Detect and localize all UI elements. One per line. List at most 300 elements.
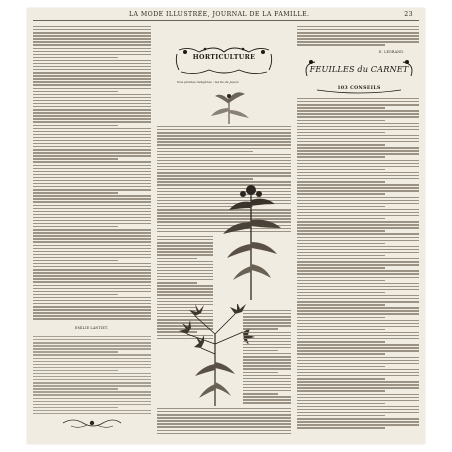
text-line (297, 261, 419, 262)
text-line (297, 344, 419, 345)
text-line (157, 276, 213, 277)
text-line (157, 151, 253, 152)
text-line (297, 120, 385, 121)
text-line (297, 366, 385, 367)
text-line (33, 109, 151, 110)
text-line (297, 415, 385, 416)
text-line (243, 328, 278, 329)
text-line (33, 370, 118, 371)
text-line (33, 217, 151, 218)
text-line (33, 168, 151, 169)
text-line (157, 144, 291, 145)
page-number: 23 (404, 11, 413, 18)
text-line (33, 238, 151, 239)
text-line (297, 421, 419, 422)
text-line (33, 410, 151, 411)
text-line (33, 354, 151, 355)
text-line (297, 150, 419, 151)
text-line (33, 165, 151, 166)
text-line (297, 156, 385, 157)
text-line (297, 317, 385, 318)
text-line (157, 291, 213, 292)
text-line (297, 273, 419, 274)
text-line (297, 215, 419, 216)
text-line (33, 143, 151, 144)
text-line (33, 81, 151, 82)
text-line (33, 112, 151, 113)
text-line (33, 134, 151, 135)
text-line (33, 413, 151, 414)
text-line (33, 54, 151, 55)
text-line (297, 304, 385, 305)
text-line (297, 240, 419, 241)
text-line (33, 63, 151, 64)
text-line (297, 203, 419, 204)
text-line (157, 298, 213, 299)
text-line (297, 326, 419, 327)
text-line (33, 149, 151, 150)
text-line (243, 319, 291, 320)
text-line (33, 106, 151, 107)
text-line (297, 295, 419, 296)
text-line (297, 38, 419, 39)
text-line (157, 411, 291, 412)
text-line (297, 341, 385, 342)
text-line (297, 184, 419, 185)
text-line (33, 189, 151, 190)
text-line (243, 347, 291, 348)
text-line (33, 146, 151, 147)
text-line (297, 163, 419, 164)
text-line (33, 394, 151, 395)
text-line (33, 351, 118, 352)
text-line (33, 285, 151, 286)
text-line (33, 155, 151, 156)
text-line (33, 278, 151, 279)
text-line (33, 297, 151, 298)
text-line (297, 412, 419, 413)
ornament-divider (61, 416, 123, 430)
text-line (297, 160, 419, 161)
text-line (297, 255, 385, 256)
text-line (33, 275, 151, 276)
text-line (157, 141, 291, 142)
text-line (297, 206, 385, 207)
text-line (297, 200, 419, 201)
text-line (33, 78, 151, 79)
text-line (297, 172, 419, 173)
text-line (297, 237, 419, 238)
text-line (243, 399, 291, 400)
text-line (33, 41, 151, 42)
text-line (157, 138, 291, 139)
text-line (33, 161, 151, 162)
text-line (33, 257, 151, 258)
text-line (297, 323, 419, 324)
text-line (33, 174, 151, 175)
text-line (33, 288, 151, 289)
text-line (33, 235, 151, 236)
text-line (297, 363, 419, 364)
text-line (297, 116, 419, 117)
text-line (33, 103, 151, 104)
text-line (297, 29, 419, 30)
text-line (33, 318, 151, 319)
text-line (243, 362, 291, 363)
text-line (33, 407, 118, 408)
text-line (297, 378, 385, 379)
text-line (297, 233, 419, 234)
text-line (33, 385, 151, 386)
text-line (33, 201, 151, 202)
text-line (297, 252, 419, 253)
text-line (157, 163, 291, 164)
text-line (157, 126, 291, 127)
text-line (33, 401, 151, 402)
text-line (243, 344, 291, 345)
text-line (33, 379, 151, 380)
text-line (33, 367, 151, 368)
text-line (157, 433, 291, 434)
text-line (297, 35, 419, 36)
text-line (297, 301, 419, 302)
text-line (33, 152, 151, 153)
text-line (33, 391, 151, 392)
text-line (33, 128, 151, 129)
text-line (157, 148, 291, 149)
text-line (243, 396, 291, 397)
text-line (33, 177, 151, 178)
text-line (33, 171, 151, 172)
text-line (297, 375, 419, 376)
text-line (33, 208, 151, 209)
text-line (33, 158, 118, 159)
text-line (33, 211, 151, 212)
text-line (243, 359, 291, 360)
text-line (157, 430, 291, 431)
text-line (33, 245, 151, 246)
text-line (297, 277, 419, 278)
text-line (157, 166, 291, 167)
text-line (33, 303, 151, 304)
text-line (243, 332, 291, 333)
text-line (243, 384, 291, 385)
running-title: LA MODE ILLUSTRÉE, JOURNAL DE LA FAMILLE. (129, 11, 310, 18)
text-line (297, 267, 385, 268)
text-line (33, 291, 151, 292)
right-signature: E. LEGRAND. (379, 50, 405, 54)
text-line (33, 131, 151, 132)
text-line (33, 69, 151, 70)
text-line (297, 230, 385, 231)
text-line (33, 241, 151, 242)
text-line (157, 270, 213, 271)
horticulture-title: HORTICULTURE (192, 54, 256, 61)
text-line (33, 125, 118, 126)
text-line (297, 329, 385, 330)
text-line (297, 135, 419, 136)
text-line (157, 248, 213, 249)
text-line (297, 110, 419, 111)
text-line (297, 360, 419, 361)
text-line (157, 236, 213, 237)
middle-column (157, 24, 291, 436)
text-line (33, 226, 118, 227)
text-line (297, 44, 385, 45)
text-line (243, 372, 278, 373)
text-line (157, 423, 291, 424)
text-line (157, 154, 291, 155)
text-line (297, 246, 419, 247)
text-line (33, 220, 151, 221)
text-line (33, 94, 151, 95)
text-line (297, 286, 419, 287)
text-line (33, 336, 151, 337)
text-line (297, 409, 419, 410)
text-line (297, 169, 385, 170)
text-line (297, 147, 419, 148)
text-line (33, 75, 151, 76)
text-line (297, 427, 385, 428)
text-line (33, 361, 151, 362)
text-line (243, 338, 291, 339)
text-line (297, 397, 419, 398)
text-line (157, 175, 291, 176)
text-line (243, 341, 291, 342)
text-line (297, 221, 419, 222)
text-line (297, 209, 419, 210)
text-line (297, 224, 419, 225)
text-line (297, 298, 419, 299)
left-footnotes (33, 336, 151, 414)
right-column-text (297, 98, 419, 430)
text-line (33, 48, 151, 49)
text-line (297, 406, 419, 407)
text-line (243, 356, 291, 357)
text-line (243, 387, 291, 388)
text-line (33, 300, 151, 301)
text-line (297, 181, 385, 182)
text-line (297, 41, 419, 42)
text-line (33, 121, 151, 122)
text-line (297, 264, 419, 265)
right-text-top (297, 26, 419, 48)
text-line (157, 273, 213, 274)
text-line (297, 153, 419, 154)
text-line (243, 350, 278, 351)
text-line (297, 129, 419, 130)
text-line (33, 198, 151, 199)
text-line (33, 66, 151, 67)
text-line (33, 214, 151, 215)
text-line (33, 269, 151, 270)
text-line (33, 248, 151, 249)
text-line (157, 251, 213, 252)
text-line (33, 345, 151, 346)
figure-caption-top: Nos plantes indigènes : les lis de Japon (177, 80, 239, 84)
text-line (297, 243, 385, 244)
text-line (33, 382, 151, 383)
text-line (297, 141, 419, 142)
text-line (297, 369, 419, 370)
text-line (297, 227, 419, 228)
text-line (243, 368, 291, 369)
text-line (157, 157, 291, 158)
text-line (33, 398, 151, 399)
text-line (297, 123, 419, 124)
text-line (33, 183, 151, 184)
text-line (297, 424, 419, 425)
text-line (297, 292, 385, 293)
text-line (33, 358, 151, 359)
text-line (297, 197, 419, 198)
text-line (243, 335, 291, 336)
text-line (243, 310, 291, 311)
text-line (297, 347, 419, 348)
text-line (297, 132, 385, 133)
text-line (157, 169, 291, 170)
text-line (33, 91, 118, 92)
text-line (157, 239, 213, 240)
text-line (297, 353, 385, 354)
text-line (33, 205, 151, 206)
text-line (33, 38, 151, 39)
text-line (157, 417, 291, 418)
text-line (297, 190, 419, 191)
text-line (157, 282, 197, 283)
text-line (297, 338, 419, 339)
middle-text-bottom (157, 408, 291, 436)
text-line (297, 187, 419, 188)
text-line (157, 135, 291, 136)
text-line (33, 229, 151, 230)
text-line (33, 88, 151, 89)
text-line (243, 316, 291, 317)
text-line (157, 414, 291, 415)
text-line (297, 104, 419, 105)
text-line (243, 313, 291, 314)
text-line (33, 32, 151, 33)
text-line (33, 339, 151, 340)
text-line (243, 381, 291, 382)
text-line (297, 166, 419, 167)
text-line (33, 115, 151, 116)
horticulture-banner (175, 46, 273, 76)
text-line (243, 402, 291, 403)
header-rule (33, 20, 419, 21)
text-line (33, 272, 151, 273)
text-line (297, 175, 419, 176)
text-line (297, 113, 419, 114)
text-line (33, 263, 151, 264)
text-line (33, 309, 151, 310)
text-line (297, 26, 419, 27)
text-line (157, 172, 291, 173)
text-line (33, 29, 151, 30)
text-line (157, 420, 291, 421)
text-line (33, 192, 118, 193)
text-line (297, 384, 419, 385)
text-line (297, 280, 385, 281)
text-line (33, 260, 118, 261)
text-line (243, 378, 291, 379)
text-line (297, 144, 385, 145)
text-line (33, 266, 151, 267)
text-line (33, 60, 151, 61)
text-line (33, 376, 151, 377)
text-line (33, 186, 151, 187)
text-line (33, 232, 151, 233)
text-line (297, 418, 419, 419)
text-line (157, 294, 213, 295)
text-line (33, 140, 151, 141)
text-line (297, 313, 419, 314)
text-line (33, 84, 151, 85)
text-line (297, 332, 419, 333)
text-line (157, 267, 213, 268)
lily-illustration-top (159, 86, 291, 124)
text-line (297, 178, 419, 179)
text-line (33, 251, 151, 252)
text-line (33, 195, 151, 196)
text-line (33, 72, 151, 73)
text-line (297, 394, 419, 395)
text-line (157, 129, 291, 130)
text-line (297, 350, 419, 351)
text-line (157, 408, 291, 409)
text-line (157, 245, 213, 246)
text-line (297, 193, 385, 194)
text-line (297, 400, 419, 401)
text-line (243, 353, 291, 354)
text-line (157, 254, 213, 255)
text-line (297, 372, 419, 373)
text-line (33, 44, 151, 45)
text-line (157, 160, 291, 161)
middle-text-right-narrow (243, 310, 291, 406)
right-column (297, 24, 419, 436)
text-line (157, 242, 213, 243)
text-line (33, 254, 151, 255)
text-line (297, 307, 419, 308)
text-line (33, 404, 151, 405)
text-line (297, 283, 419, 284)
text-line (297, 212, 419, 213)
text-line (33, 348, 151, 349)
text-line (33, 306, 151, 307)
text-line (33, 373, 151, 374)
text-line (297, 390, 385, 391)
text-line (243, 393, 278, 394)
text-line (297, 126, 419, 127)
text-line (33, 26, 151, 27)
text-line (33, 312, 151, 313)
text-line (243, 375, 291, 376)
text-line (297, 403, 385, 404)
text-line (33, 137, 151, 138)
text-line (297, 381, 419, 382)
left-column (33, 24, 151, 436)
text-line (157, 288, 213, 289)
text-line (297, 138, 419, 139)
text-line (297, 258, 419, 259)
text-line (33, 97, 151, 98)
text-line (157, 301, 213, 302)
text-line (243, 365, 291, 366)
text-line (33, 342, 151, 343)
carnet-title: FEUILLES du CARNET (309, 64, 409, 74)
text-line (297, 98, 419, 99)
